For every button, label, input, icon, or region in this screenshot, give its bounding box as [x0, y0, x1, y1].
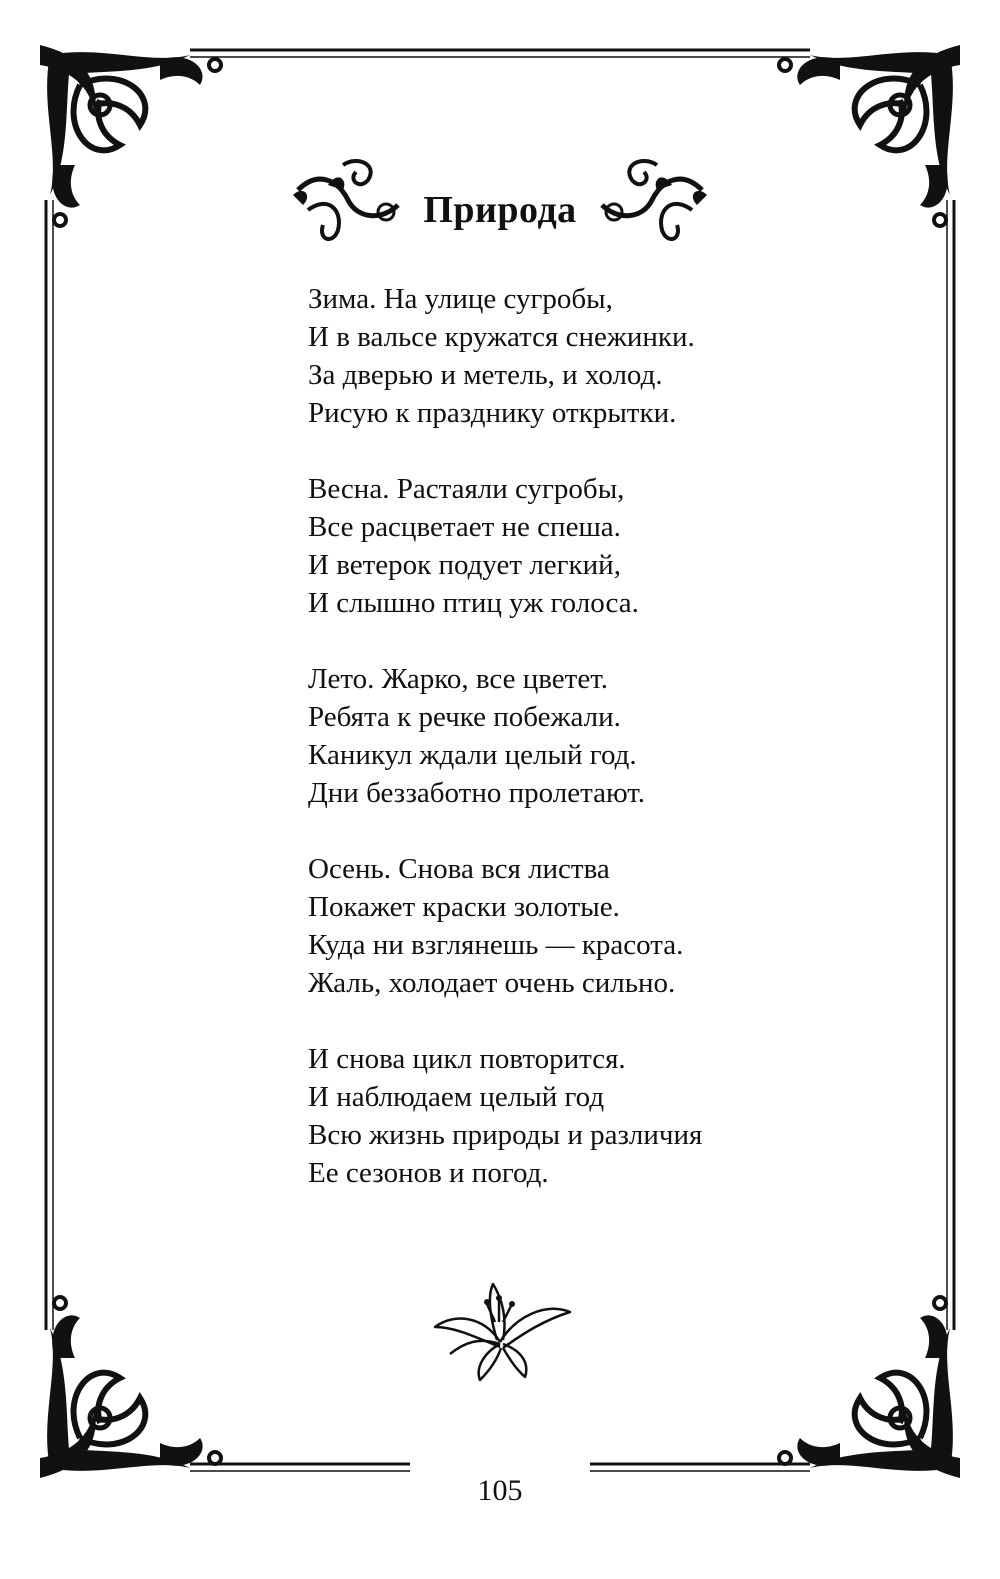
corner-ornament-icon — [40, 1297, 221, 1478]
stanza-summer — [308, 660, 868, 812]
poem-line: Весна. Растаяли сугробы, — [308, 473, 625, 505]
poem-line: Все расцветает не спеша. — [308, 511, 621, 543]
poem-line: Зима. На улице сугробы, — [308, 283, 613, 315]
poem-line: И ветерок подует легкий, — [308, 549, 621, 581]
poem-line: Дни беззаботно пролетают. — [308, 777, 646, 809]
poem-line: Куда ни взглянешь — красота. — [308, 929, 684, 961]
stanza-winter — [308, 280, 868, 432]
poem-line: И наблюдаем целый год — [308, 1081, 605, 1113]
stanza-autumn — [308, 850, 868, 1002]
poem-line: Ребята к речке побежали. — [308, 701, 621, 733]
lily-flower-icon — [425, 1282, 575, 1382]
right-flourish-icon — [594, 150, 712, 250]
poem-line: Жаль, холодает очень сильно. — [308, 967, 676, 999]
title-row — [0, 150, 1000, 260]
poem-line: И в вальсе кружатся снежинки. — [308, 321, 695, 353]
poem-line: Покажет краски золотые. — [308, 891, 620, 923]
poem-line: Каникул ждали целый год. — [308, 739, 637, 771]
poem-line: Осень. Снова вся листва — [308, 853, 610, 885]
stanza-cycle — [308, 1040, 868, 1192]
poem-line: За дверью и метель, и холод. — [308, 359, 663, 391]
stanza-spring — [308, 470, 868, 622]
page-number: 105 — [477, 1474, 523, 1507]
page-title: Природа — [423, 189, 577, 231]
poem-body — [308, 280, 868, 1230]
poem-line: И слышно птиц уж голоса. — [308, 587, 639, 619]
poem-line: Рисую к празднику открытки. — [308, 397, 677, 429]
poem-line: Лето. Жарко, все цветет. — [308, 663, 608, 695]
poem-line: Всю жизнь природы и различия — [308, 1119, 703, 1151]
poem-line: Ее сезонов и погод. — [308, 1157, 549, 1189]
poem-line: И снова цикл повторится. — [308, 1043, 626, 1075]
corner-ornament-icon — [779, 1297, 960, 1478]
